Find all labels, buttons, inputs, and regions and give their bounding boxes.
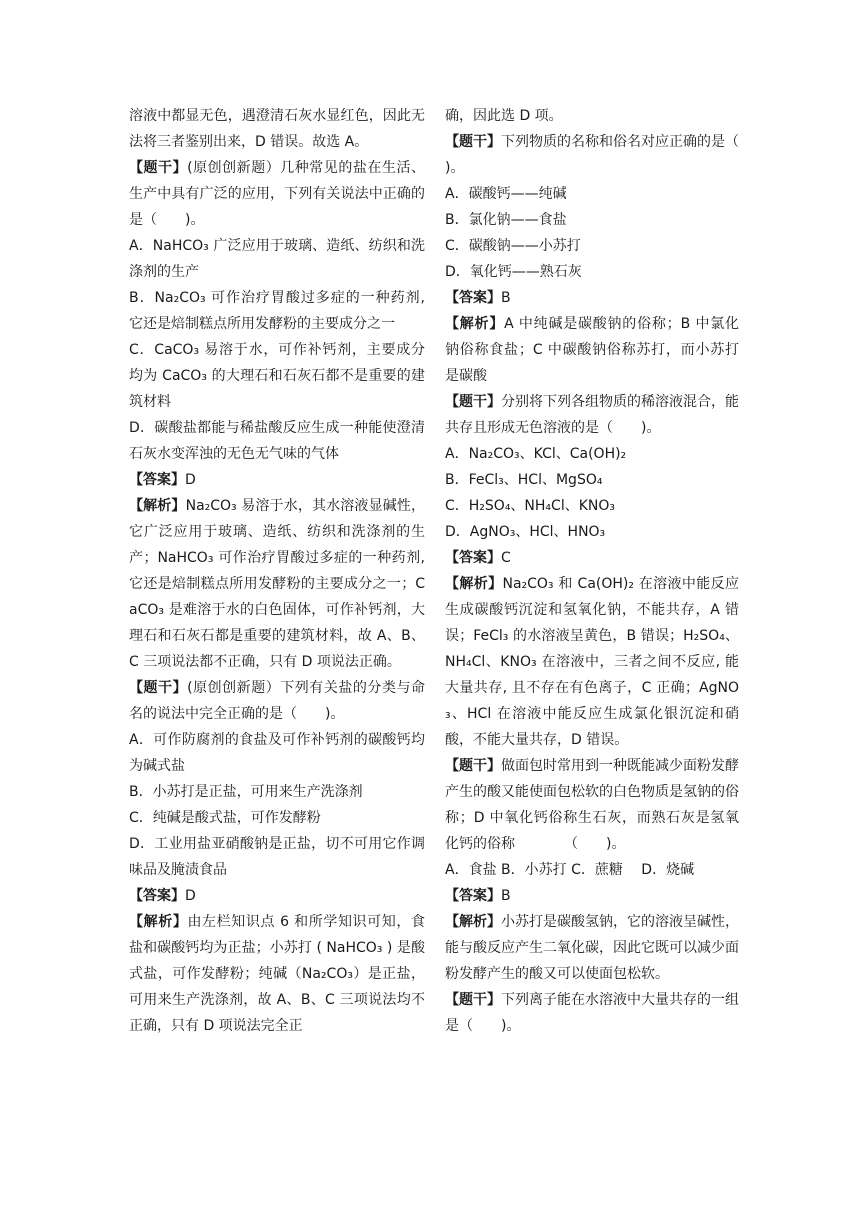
question-stem: 【题干】(原创创新题）几种常见的盐在生活、生产中具有广泛的应用，下列有关说法中正确的是（ )。	[129, 160, 425, 228]
option: A．碳酸钙——纯碱	[445, 186, 567, 202]
tag-label: 【答案】	[129, 472, 185, 488]
tag-label: 【题干】	[445, 992, 501, 1008]
tag-label: 【题干】	[445, 134, 501, 150]
question-stem: 【题干】(原创创新题）下列有关盐的分类与命名的说法中完全正确的是（ )。	[129, 680, 425, 722]
tag-label: 【答案】	[129, 888, 185, 904]
option: D．碳酸盐都能与稀盐酸反应生成一种能使澄清石灰水变浑浊的无色无气味的气体	[129, 420, 425, 462]
answer: 【答案】D	[129, 888, 196, 904]
option: C．碳酸钠——小苏打	[445, 238, 581, 254]
right-column	[445, 103, 767, 1039]
tag-label: 【解析】	[445, 316, 505, 332]
question-stem: 【题干】下列物质的名称和俗名对应正确的是（ )。	[445, 134, 767, 176]
paragraph: 溶液中都显无色，遇澄清石灰水显红色，因此无法将三者鉴别出来，D 错误。故选 A。	[129, 108, 425, 150]
option: C．纯碱是酸式盐，可作发酵粉	[129, 810, 321, 826]
answer: 【答案】B	[445, 290, 511, 306]
paragraph: 确，因此选 D 项。	[445, 108, 563, 124]
option: A．可作防腐剂的食盐及可作补钙剂的碳酸钙均为碱式盐	[129, 732, 425, 774]
option: C．CaCO₃ 易溶于水，可作补钙剂，主要成分均为 CaCO₃ 的大理石和石灰石都不是重要的建筑材料	[129, 342, 425, 410]
question-stem: 【题干】分别将下列各组物质的稀溶液混合，能共存且形成无色溶液的是（ )。	[445, 394, 739, 436]
explanation: 【解析】Na₂CO₃ 和 Ca(OH)₂ 在溶液中能反应生成碳酸钙沉淀和氢氧化钠，不能共存，A 错误；FeCl₃ 的水溶液呈黄色，B 错误；H₂SO₄、NH₄Cl、KNO₃ 在溶液中，三者之间不反应, 能大量共存, 且不存在有色离子，C 正确；AgNO₃、HCl 在溶液中能反应生成氯化银沉淀和硝酸，不能大量共存，D 错误。	[445, 576, 739, 748]
answer: 【答案】B	[445, 888, 511, 904]
tag-label: 【解析】	[129, 498, 186, 514]
tag-label: 【解析】	[129, 914, 188, 930]
option: D．氧化钙——熟石灰	[445, 264, 582, 280]
tag-label: 【答案】	[445, 888, 501, 904]
option: C．H₂SO₄、NH₄Cl、KNO₃	[445, 498, 615, 514]
explanation: 【解析】A 中纯碱是碳酸钠的俗称；B 中氯化钠俗称食盐；C 中碳酸钠俗称苏打，而小苏打是碳酸	[445, 316, 739, 384]
option: D．工业用盐亚硝酸钠是正盐，切不可用它作调味品及腌渍食品	[129, 836, 425, 878]
option: D．AgNO₃、HCl、HNO₃	[445, 524, 606, 540]
option: B．FeCl₃、HCl、MgSO₄	[445, 472, 603, 488]
explanation: 【解析】小苏打是碳酸氢钠，它的溶液呈碱性，能与酸反应产生二氧化碳，因此它既可以减少面粉发酵产生的酸又可以使面包松软。	[445, 914, 739, 982]
answer: 【答案】C	[445, 550, 511, 566]
tag-label: 【答案】	[445, 550, 501, 566]
tag-label: 【解析】	[445, 576, 503, 592]
tag-label: 【答案】	[445, 290, 501, 306]
explanation: 【解析】Na₂CO₃ 易溶于水，其水溶液显碱性，它广泛应用于玻璃、造纸、纺织和洗涤剂的生产；NaHCO₃ 可作治疗胃酸过多症的一种药剂, 它还是焙制糕点所用发酵粉的主要成分之一；CaCO₃ 是难溶于水的白色固体，可作补钙剂，大理石和石灰石都是重要的建筑材料，故 A、B、C 三项说法都不正确，只有 D 项说法正确。	[129, 498, 426, 670]
explanation: 【解析】由左栏知识点 6 和所学知识可知，食盐和碳酸钙均为正盐；小苏打 ( NaHCO₃ ) 是酸式盐，可作发酵粉；纯碱（Na₂CO₃）是正盐，可用来生产洗涤剂，故 A、B、C 三项说法均不正确，只有 D 项说法完全正	[129, 914, 425, 1034]
question-stem: 【题干】下列离子能在水溶液中大量共存的一组是（ )。	[445, 992, 739, 1034]
option: A．NaHCO₃ 广泛应用于玻璃、造纸、纺织和洗涤剂的生产	[129, 238, 425, 280]
left-column	[129, 103, 425, 1039]
question-stem: 【题干】做面包时常用到一种既能减少面粉发酵产生的酸又能使面包松软的白色物质是氢钠的俗称；D 中氧化钙俗称生石灰，而熟石灰是氢氧化钙的俗称 （ )。	[445, 758, 739, 852]
option: B．Na₂CO₃ 可作治疗胃酸过多症的一种药剂, 它还是焙制糕点所用发酵粉的主要成分之一	[129, 290, 425, 332]
option: B．小苏打是正盐，可用来生产洗涤剂	[129, 784, 363, 800]
tag-label: 【题干】	[129, 160, 188, 176]
answer: 【答案】D	[129, 472, 196, 488]
option: A．Na₂CO₃、KCl、Ca(OH)₂	[445, 446, 627, 462]
tag-label: 【解析】	[445, 914, 501, 930]
option: B．氯化钠——食盐	[445, 212, 567, 228]
tag-label: 【题干】	[445, 758, 501, 774]
tag-label: 【题干】	[129, 680, 188, 696]
option-row: A．食盐 B．小苏打 C．蔗糖 D．烧碱	[445, 862, 695, 878]
tag-label: 【题干】	[445, 394, 501, 410]
